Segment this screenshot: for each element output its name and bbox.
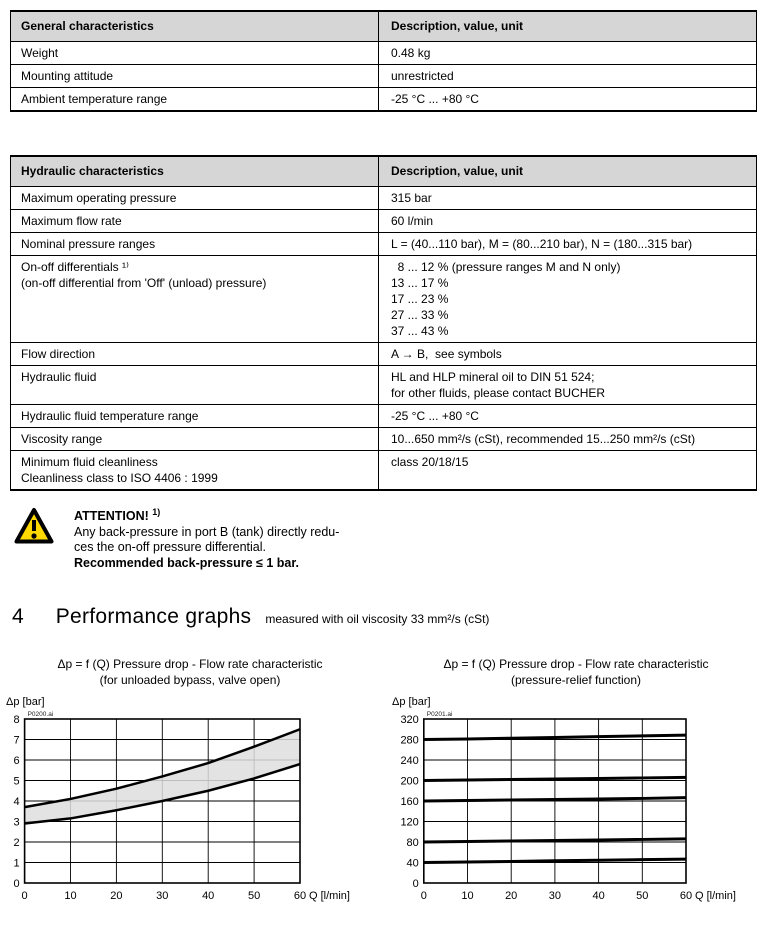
cell-line: 27 ... 33 % [391,307,449,322]
cell-line: On-off differentials ¹⁾ [21,259,129,274]
cell-line: A → B, see symbols [391,346,502,361]
x-tick-label: 50 [247,890,261,902]
row-value-cell [379,255,757,342]
y-tick-label: 6 [13,755,20,767]
x-tick-label: 30 [548,890,562,902]
chart-canvas-bypass [4,693,376,921]
section-title: Performance graphs [55,605,252,628]
y-tick-label: 120 [400,816,419,829]
y-tick-label: 320 [400,714,419,726]
y-tick-label: 200 [400,775,419,788]
hydraulic-characteristics-table [10,155,757,491]
general-table-body [11,41,757,111]
series-curve [424,839,686,842]
hydraulic-table-body [11,186,757,490]
cell-line: unrestricted [391,68,454,83]
section-heading [12,605,489,629]
y-tick-label: 40 [406,857,419,870]
chart-title-line2: (for unloaded bypass, valve open) [99,673,281,687]
x-tick-label: 60 [293,890,307,902]
general-value-column-header: Description, value, unit [379,11,757,41]
table-row [11,404,757,427]
cell-line: Cleanliness class to ISO 4406 : 1999 [21,470,218,485]
y-tick-label: 0 [412,878,419,890]
x-tick-label: 40 [592,890,605,902]
table-row [11,41,757,64]
cell-line: HL and HLP mineral oil to DIN 51 524; [391,369,595,384]
cell-line: Viscosity range [21,431,103,446]
chart-title-line2: (pressure-relief function) [510,673,642,687]
table-row [11,186,757,209]
row-value-cell [379,365,757,404]
watermark-label: P0201.ai [426,711,453,718]
chart-title-line1: Δp = f (Q) Pressure drop - Flow rate characteristic [443,657,709,671]
row-label-cell [11,232,379,255]
y-tick-label: 5 [13,775,20,788]
cell-line: -25 °C ... +80 °C [391,408,479,423]
attention-line: Any back-pressure in port B (tank) directly redu- [74,524,340,539]
table-row [11,342,757,365]
row-label-cell [11,404,379,427]
row-label-cell [11,427,379,450]
cell-line: 17 ... 23 % [391,291,449,306]
y-tick-label: 7 [13,734,20,747]
x-tick-label: 50 [636,890,649,902]
row-label-cell [11,186,379,209]
y-tick-label: 8 [13,714,20,726]
footnote-marker: 1) [152,507,161,517]
table-row [11,64,757,87]
cell-line: 37 ... 43 % [391,323,449,338]
y-tick-label: 280 [400,734,419,747]
attention-bold-line: Recommended back-pressure ≤ 1 bar. [74,555,300,570]
cell-line: Maximum flow rate [21,213,122,228]
row-value-cell [379,232,757,255]
table-row [11,87,757,111]
chart-canvas-relief [390,693,762,921]
x-axis-label: Q [l/min] [309,890,350,902]
series-curve [424,798,686,801]
table-row [11,255,757,342]
row-label-cell [11,209,379,232]
x-tick-label: 20 [110,890,123,902]
cell-line: 13 ... 17 % [391,275,449,290]
table-row [11,232,757,255]
cell-line: -25 °C ... +80 °C [391,91,479,106]
y-tick-label: 80 [406,837,419,849]
hydraulic-value-column-header: Description, value, unit [379,156,757,186]
row-value-cell [379,41,757,64]
row-value-cell [379,342,757,365]
y-tick-label: 240 [400,755,419,767]
cell-line: 315 bar [391,190,432,205]
y-tick-label: 4 [13,796,20,808]
x-tick-label: 60 [679,890,693,902]
x-tick-label: 10 [461,890,474,902]
section-subtitle: measured with oil viscosity 33 mm²/s (cSt) [265,612,490,626]
row-value-cell [379,450,757,490]
row-value-cell [379,186,757,209]
table-row [11,365,757,404]
general-characteristics-table [10,10,757,112]
y-tick-label: 3 [13,816,20,829]
x-tick-label: 30 [156,890,169,902]
row-label-cell [11,450,379,490]
section-number: 4 [12,605,24,628]
row-label-cell [11,365,379,404]
y-axis-label: Δp [bar] [392,696,431,708]
row-label-cell [11,87,379,111]
pressure-drop-chart-relief [390,656,762,921]
row-value-cell [379,427,757,450]
table-header-row [11,156,757,186]
cell-line: class 20/18/15 [391,454,469,469]
cell-line: Maximum operating pressure [21,190,177,205]
axis-labels [6,696,350,902]
warning-triangle-icon [14,507,54,545]
cell-line: Ambient temperature range [21,91,168,106]
x-tick-label: 20 [505,890,518,902]
general-table-title: General characteristics [11,11,379,41]
attention-note [14,505,339,571]
watermark-label: P0200.ai [27,711,54,718]
cell-line: (on-off differential from 'Off' (unload) pressure) [21,275,267,290]
row-value-cell [379,404,757,427]
cell-line: 60 l/min [391,213,434,228]
cell-line: Minimum fluid cleanliness [21,454,158,469]
series-curve [424,777,686,780]
row-label-cell [11,342,379,365]
table-header-row [11,11,757,41]
attention-title: ATTENTION! $^{1)}$ [74,507,161,524]
row-label-cell [11,255,379,342]
y-tick-label: 1 [13,857,20,870]
cell-line: Weight [21,45,59,60]
y-axis-label: Δp [bar] [6,696,45,708]
x-tick-label: 0 [21,890,28,902]
x-tick-label: 10 [64,890,77,902]
chart-title-line1: Δp = f (Q) Pressure drop - Flow rate characteristic [57,657,323,671]
y-tick-label: 2 [13,837,20,849]
hydraulic-table-title: Hydraulic characteristics [11,156,379,186]
x-axis-label: Q [l/min] [695,890,736,902]
y-tick-label: 160 [400,796,419,808]
y-tick-label: 0 [13,878,20,890]
attention-line: ces the on-off pressure differential. [74,540,267,555]
cell-line: 0.48 kg [391,45,431,60]
cell-line: Hydraulic fluid [21,369,97,384]
cell-line: L = (40...110 bar), M = (80...210 bar), N = (180...315 bar) [391,236,693,251]
cell-line: 8 ... 12 % (pressure ranges M and N only) [391,259,621,274]
table-row [11,450,757,490]
row-value-cell [379,87,757,111]
cell-line: 10...650 mm²/s (cSt), recommended 15...250 mm²/s (cSt) [391,431,696,446]
x-tick-label: 0 [420,890,427,902]
table-row [11,427,757,450]
pressure-drop-chart-bypass [4,656,376,921]
row-value-cell [379,64,757,87]
cell-line: Mounting attitude [21,68,114,83]
row-label-cell [11,64,379,87]
cell-line: Nominal pressure ranges [21,236,156,251]
x-tick-label: 40 [202,890,215,902]
series-curve [424,859,686,862]
row-value-cell [379,209,757,232]
cell-line: Hydraulic fluid temperature range [21,408,199,423]
table-row [11,209,757,232]
cell-line: for other fluids, please contact BUCHER [391,385,606,400]
cell-line: Flow direction [21,346,96,361]
row-label-cell [11,41,379,64]
